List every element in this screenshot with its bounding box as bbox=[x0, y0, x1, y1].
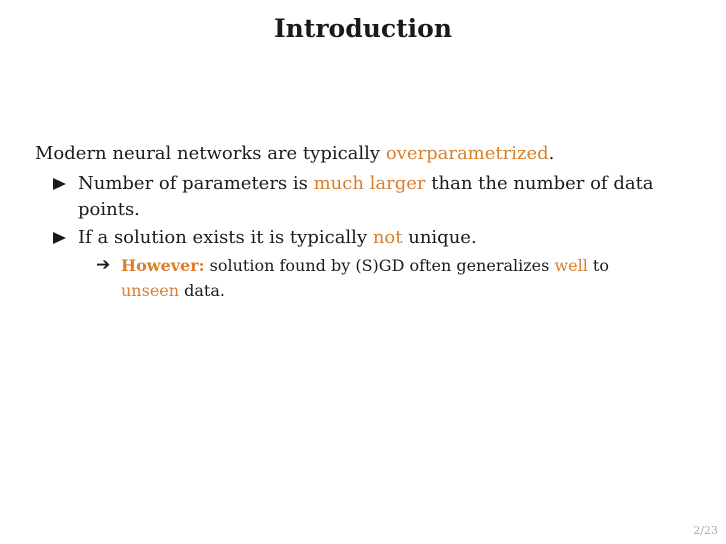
subbullet-text-after: data. bbox=[179, 281, 225, 300]
lead-text-before: Modern neural networks are typically bbox=[35, 143, 386, 164]
bullet-text-before: If a solution exists it is typically bbox=[78, 227, 373, 248]
subbullet-highlight-unseen: unseen bbox=[121, 281, 180, 300]
subbullet-highlight-well: well bbox=[554, 256, 588, 275]
page-number: 2/23 bbox=[693, 524, 718, 537]
subbullet-label: However: bbox=[121, 256, 205, 275]
subbullet-list bbox=[78, 253, 695, 303]
slide-content bbox=[35, 141, 695, 305]
lead-sentence bbox=[35, 141, 695, 167]
triangle-right-icon bbox=[53, 178, 66, 190]
triangle-right-icon bbox=[53, 232, 66, 244]
bullet-highlight: much larger bbox=[313, 173, 426, 194]
bullet-text-before: Number of parameters is bbox=[78, 173, 314, 194]
subbullet-text-before: solution found by (S)GD often generalizes bbox=[204, 256, 555, 275]
subbullet-item-generalization bbox=[96, 253, 695, 303]
bullet-item-solution bbox=[78, 225, 695, 303]
lead-text-after: . bbox=[548, 143, 555, 164]
bullet-text-after: unique. bbox=[402, 227, 477, 248]
slide-title: Introduction bbox=[273, 14, 453, 43]
subbullet-text-middle: to bbox=[587, 256, 609, 275]
bullet-text-after: than the number of data points. bbox=[78, 173, 654, 220]
lead-highlight: overparametrized bbox=[385, 143, 549, 164]
bullet-list bbox=[35, 171, 695, 303]
bullet-highlight: not bbox=[372, 227, 403, 248]
bullet-item-parameters bbox=[78, 171, 695, 223]
arrow-right-icon: ➔ bbox=[96, 255, 111, 275]
